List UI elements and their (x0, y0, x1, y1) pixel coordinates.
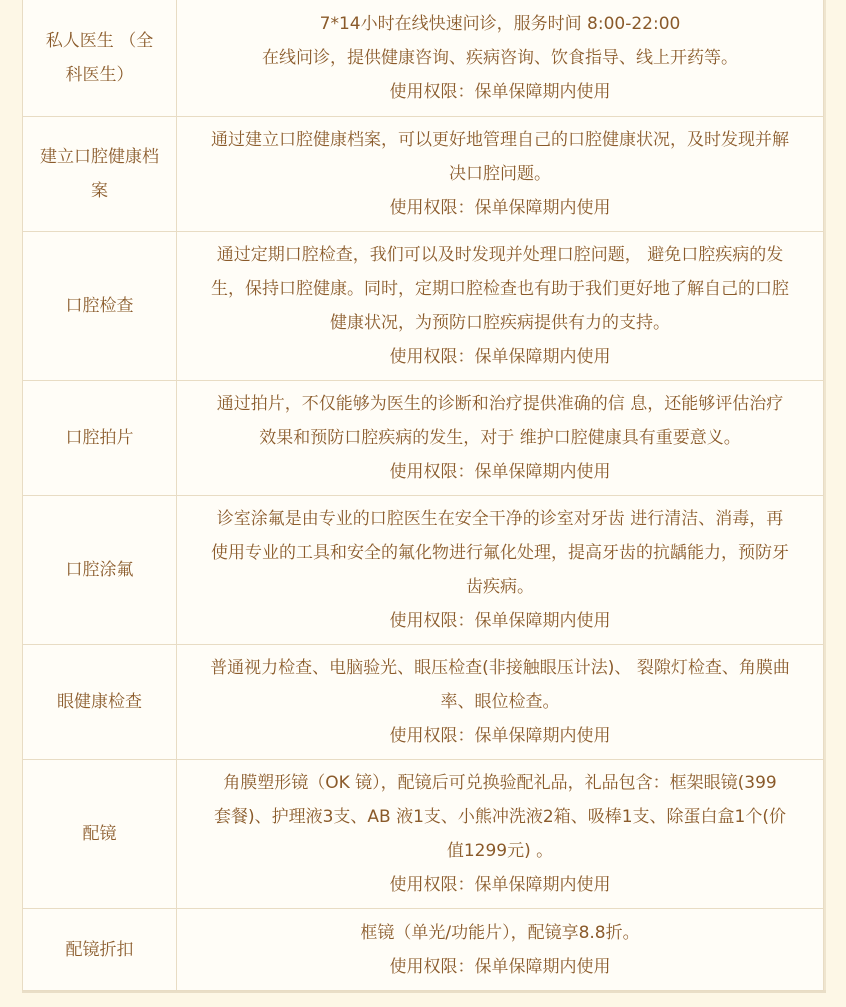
usage-permission-text: 使用权限：保单保障期内使用 (389, 956, 611, 977)
service-description-cell (177, 232, 824, 381)
service-name-cell (23, 117, 177, 232)
table-shadow-right (824, 0, 826, 992)
service-description-text: 通过定期口腔检查，我们可以及时发现并处理口腔问题， 避免口腔疾病的发 (216, 245, 784, 265)
service-name-text: 案 (91, 181, 108, 201)
service-name-text: 口腔涂氟 (65, 560, 134, 580)
service-description-cell (177, 496, 824, 645)
table-row (23, 117, 824, 232)
service-description-cell (177, 381, 824, 496)
service-description-text: 套餐)、护理液3支、AB 液1支、小熊冲洗液2箱、吸棒1支、除蛋白盒1个(价 (213, 807, 787, 827)
usage-permission-text: 使用权限：保单保障期内使用 (389, 347, 611, 367)
service-description-text: 效果和预防口腔疾病的发生，对于 维护口腔健康具有重要意义。 (259, 428, 741, 448)
table-row (23, 232, 824, 381)
service-name-text: 建立口腔健康档 (40, 147, 159, 167)
table-row (23, 760, 824, 909)
service-description-cell (177, 909, 824, 991)
service-name-text: 配镜 (82, 824, 117, 844)
service-description-text: 生，保持口腔健康。同时，定期口腔检查也有助于我们更好地了解自己的口腔 (211, 279, 789, 299)
service-description-text: 齿疾病。 (466, 577, 534, 597)
service-name-text: 配镜折扣 (65, 939, 134, 960)
service-name-text: 私人医生 （全 (45, 31, 154, 51)
service-description-cell (177, 760, 824, 909)
usage-permission-text: 使用权限：保单保障期内使用 (389, 726, 611, 746)
service-name-cell (23, 496, 177, 645)
service-description-text: 决口腔问题。 (449, 164, 551, 184)
service-description-text: 通过建立口腔健康档案，可以更好地管理自己的口腔健康状况，及时发现并解 (211, 130, 789, 150)
usage-permission-text: 使用权限：保单保障期内使用 (389, 875, 611, 895)
service-name-text: 口腔检查 (65, 296, 134, 316)
service-name-text: 科医生） (65, 65, 134, 85)
service-description-text: 诊室涂氟是由专业的口腔医生在安全干净的诊室对牙齿 进行清洁、消毒，再 (216, 509, 784, 529)
service-description-text: 普通视力检查、电脑验光、眼压检查(非接触眼压计法)、 裂隙灯检查、角膜曲 (210, 658, 790, 678)
service-description-cell (177, 117, 824, 232)
table-row (23, 645, 824, 760)
benefits-table-body (23, 0, 824, 991)
service-name-cell (23, 760, 177, 909)
table-row (23, 496, 824, 645)
service-description-text: 在线问诊，提供健康咨询、疾病咨询、饮食指导、线上开药等。 (262, 48, 738, 68)
service-description-text: 值1299元) 。 (446, 841, 554, 861)
service-description-text: 7*14小时在线快速问诊，服务时间 8:00-22:00 (319, 14, 681, 34)
service-name-cell (23, 909, 177, 991)
table-row (23, 381, 824, 496)
benefits-table-container (22, 0, 824, 991)
service-description-text: 率、眼位检查。 (440, 692, 560, 712)
service-description-text: 框镜（单光/功能片），配镜享8.8折。 (360, 922, 640, 943)
service-description-text: 健康状况，为预防口腔疾病提供有力的支持。 (330, 313, 670, 333)
service-description-cell (177, 0, 824, 117)
service-description-text: 使用专业的工具和安全的氟化物进行氟化处理，提高牙齿的抗龋能力，预防牙 (211, 543, 789, 563)
service-name-text: 口腔拍片 (65, 428, 134, 448)
benefits-table (22, 0, 824, 991)
service-description-text: 角膜塑形镜（OK 镜），配镜后可兑换验配礼品，礼品包含：框架眼镜(399 (223, 773, 777, 793)
service-name-cell (23, 232, 177, 381)
service-name-cell (23, 0, 177, 117)
table-row (23, 0, 824, 117)
usage-permission-text: 使用权限：保单保障期内使用 (389, 198, 611, 218)
usage-permission-text: 使用权限：保单保障期内使用 (389, 462, 611, 482)
service-description-cell (177, 645, 824, 760)
usage-permission-text: 使用权限：保单保障期内使用 (389, 611, 611, 631)
service-name-text: 眼健康检查 (57, 692, 142, 712)
table-row (23, 909, 824, 991)
service-description-text: 通过拍片，不仅能够为医生的诊断和治疗提供准确的信 息，还能够评估治疗 (216, 394, 784, 414)
service-name-cell (23, 381, 177, 496)
service-name-cell (23, 645, 177, 760)
usage-permission-text: 使用权限：保单保障期内使用 (389, 82, 611, 102)
